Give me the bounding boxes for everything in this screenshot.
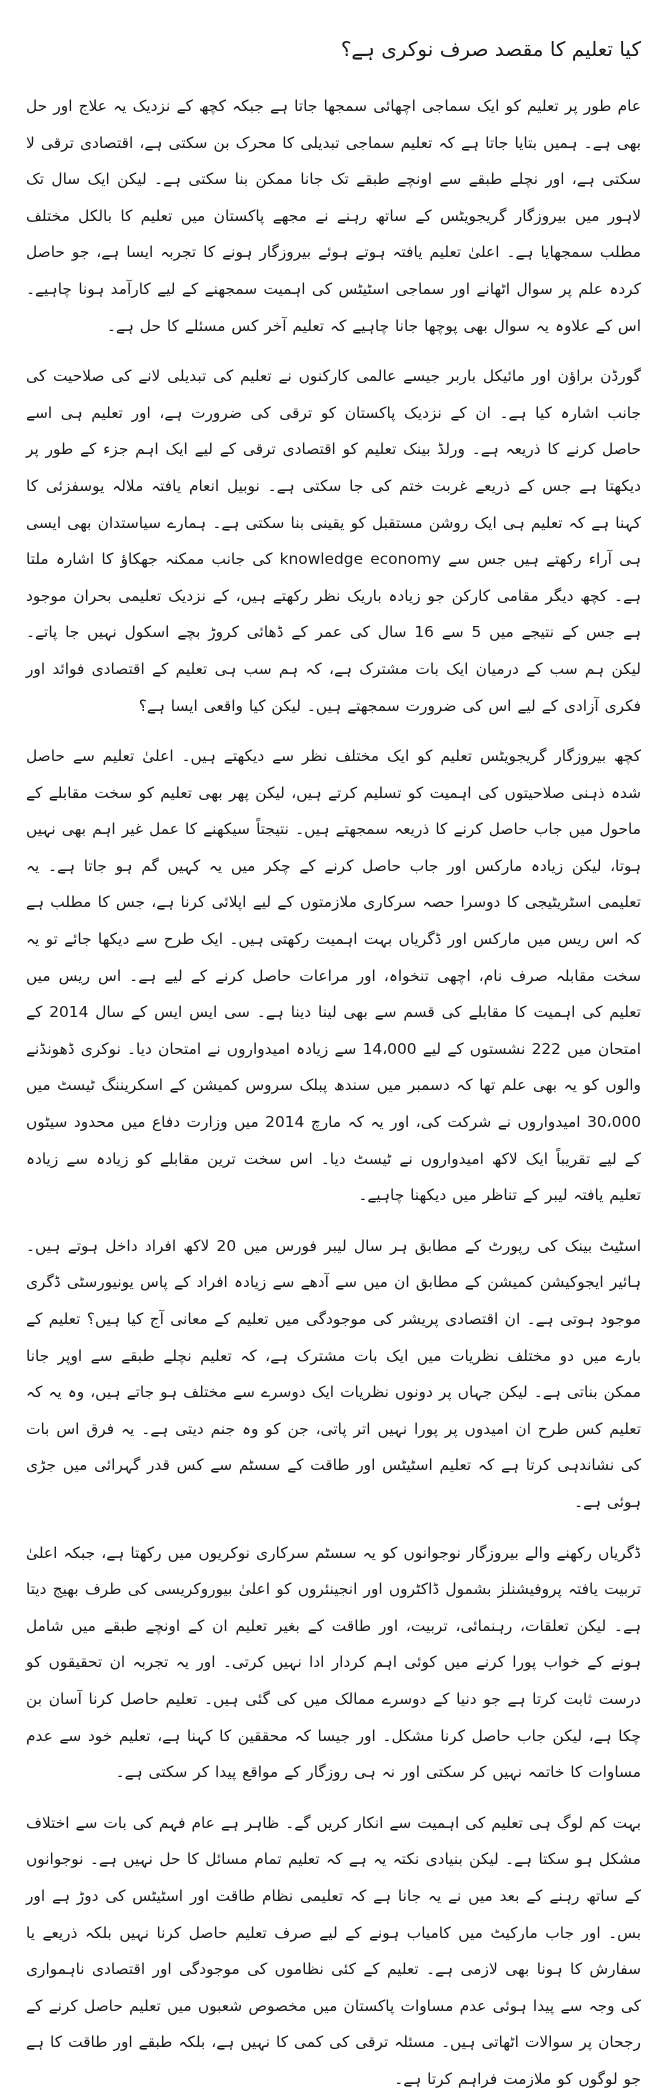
paragraph-6: بہت کم لوگ ہی تعلیم کی اہمیت سے انکار کریں گے۔ ظاہر ہے عام فہم کی بات سے اختلاف مشکل ہو سکتا ہے۔ لیکن بنیادی نکتہ یہ ہے کہ تعلیم تمام مسائل کا حل نہیں ہے۔ نوجوانوں کے ساتھ رہنے کے بعد میں نے یہ جانا ہے کہ تعلیمی نظام طاقت اور اسٹیٹس کی دوڑ ہے اور بس۔ اور جاب مارکیٹ میں کامیاب ہونے کے لیے صرف تعلیم حاصل کرنا نہیں بلکہ ذریعے یا سفارش کا ہونا بھی لازمی ہے۔ تعلیم کے کئی نظاموں کی موجودگی اور اقتصادی ناہمواری کی وجہ سے پیدا ہوئی عدم مساوات پاکستان میں مخصوص شعبوں میں تعلیم حاصل کرنے کے رجحان پر سوالات اٹھاتی ہیں۔ مسئلہ ترقی کی کمی کا نہیں ہے، بلکہ طبقے اور طاقت کا ہے جو لوگوں کو ملازمت فراہم کرتا ہے۔ <box>26 1813 641 2088</box>
paragraph-1: عام طور پر تعلیم کو ایک سماجی اچھائی سمجھا جاتا ہے جبکہ کچھ کے نزدیک یہ علاج اور حل بھی ہے۔ ہمیں بتایا جاتا ہے کہ تعلیم سماجی تبدیلی کا محرک بن سکتی ہے، اقتصادی ترقی لا سکتی ہے، اور نچلے طبقے سے اونچے طبقے تک جانا ممکن بنا سکتی ہے۔ لیکن ایک سال تک لاہور میں بیروزگار گریجویٹس کے ساتھ رہنے نے مجھے پاکستان میں تعلیم کا بالکل مختلف مطلب سمجھایا ہے۔ اعلیٰ تعلیم یافتہ ہوتے ہوئے بیروزگار ہونے کا تجربہ ایسا ہے، جو حاصل کردہ علم پر سوال اٹھانے اور سماجی اسٹیٹس کی اہمیت سمجھنے کے لیے کارآمد ہونا چاہیے۔ اس کے علاوہ یہ سوال بھی پوچھا جانا چاہیے کہ تعلیم آخر کس مسئلے کا حل ہے۔ <box>26 97 641 335</box>
paragraph-3: کچھ بیروزگار گریجویٹس تعلیم کو ایک مختلف نظر سے دیکھتے ہیں۔ اعلیٰ تعلیم سے حاصل شدہ ذہنی صلاحیتوں کی اہمیت کو تسلیم کرتے ہیں، لیکن پھر بھی تعلیم کو سخت مقابلے کے ماحول میں جاب حاصل کرنے کا ذریعہ سمجھتے ہیں۔ نتیجتاً سیکھنے کا عمل غیر اہم بھی نہیں ہوتا، لیکن زیادہ مارکس اور جاب حاصل کرنے کے چکر میں یہ کہیں گم ہو جاتا ہے۔ یہ تعلیمی اسٹریٹیجی کا دوسرا حصہ سرکاری ملازمتوں کے لیے اپلائی کرنا ہے، جس کا مطلب ہے کہ اس ریس میں مارکس اور ڈگریاں بہت اہمیت رکھتی ہیں۔ ایک طرح سے دیکھا جائے تو یہ سخت مقابلہ صرف نام، اچھی تنخواہ، اور مراعات حاصل کرنے کے لیے ہے۔ اس ریس میں تعلیم کی اہمیت کا مقابلے کی قسم سے بھی لینا دینا ہے۔ سی ایس ایس کے سال 2014 کے امتحان میں 222 نشستوں کے لیے 14،000 سے زیادہ امیدواروں نے امتحان دیا۔ نوکری ڈھونڈنے والوں کو یہ بھی علم تھا کہ دسمبر میں سندھ پبلک سروس کمیشن کے اسکریننگ ٹیسٹ میں 30،000 امیدواروں نے شرکت کی، اور یہ کہ مارچ 2014 میں وزارت دفاع میں محدود سیٹوں کے لیے تقریباً ایک لاکھ امیدواروں نے ٹیسٹ دیا۔ اس سخت ترین مقابلے کو زیادہ سے زیادہ تعلیم یافتہ لیبر کے تناظر میں دیکھنا چاہیے۔ <box>26 747 642 1205</box>
article-title: کیا تعلیم کا مقصد صرف نوکری ہے؟ <box>340 37 641 61</box>
paragraph-5: ڈگریاں رکھنے والے بیروزگار نوجوانوں کو یہ سسٹم سرکاری نوکریوں میں رکھتا ہے، جبکہ اعلیٰ تربیت یافتہ پروفیشنلز بشمول ڈاکٹروں اور انجینئروں کو اعلیٰ بیوروکریسی کی طرف بھیج دیتا ہے۔ لیکن تعلقات، رہنمائی، تربیت، اور طاقت کے بغیر تعلیم ان کے اونچے طبقے میں شامل ہونے کے خواب پورا کرنے میں کوئی اہم کردار ادا نہیں کرتی۔ اور یہ تجربہ ان تحقیقوں کو درست ثابت کرتا ہے جو دنیا کے دوسرے ممالک میں کی گئی ہیں۔ تعلیم حاصل کرنا آسان بن چکا ہے، لیکن جاب حاصل کرنا مشکل۔ اور جیسا کہ محققین کا کہنا ہے، تعلیم خود سے عدم مساوات کا خاتمہ نہیں کر سکتی اور نہ ہی روزگار کے مواقع پیدا کر سکتی ہے۔ <box>26 1543 641 1782</box>
paragraph-2: گورڈن براؤن اور مائیکل باربر جیسے عالمی کارکنوں نے تعلیم کی تبدیلی لانے کی صلاحیت کی جانب اشارہ کیا ہے۔ ان کے نزدیک پاکستان کو ترقی کی ضرورت ہے، اور تعلیم ہی اسے حاصل کرنے کا ذریعہ ہے۔ ورلڈ بینک تعلیم کو اقتصادی ترقی کے لیے ایک اہم جزء کے طور پر دیکھتا ہے جس کے ذریعے غربت ختم کی جا سکتی ہے۔ نوبیل انعام یافتہ ملالہ یوسفزئی کا کہنا ہے کہ تعلیم ہی ایک روشن مستقبل کو یقینی بنا سکتی ہے۔ ہمارے سیاستدان بھی ایسی ہی آراء رکھتے ہیں جس سے knowledge economy کی جانب ممکنہ جھکاؤ کا اشارہ ملتا ہے۔ کچھ دیگر مقامی کارکن جو زیادہ باریک نظر رکھتے ہیں، کے نزدیک تعلیمی بحران موجود ہے جس کے نتیجے میں 5 سے 16 سال کی عمر کے ڈھائی کروڑ بچے اسکول نہیں جا پاتے۔ لیکن ہم سب کے درمیان ایک بات مشترک ہے، کہ ہم سب ہی تعلیم کے اقتصادی فوائد اور فکری آزادی کے لیے اس کی ضرورت سمجھتے ہیں۔ لیکن کیا واقعی ایسا ہے؟ <box>26 367 641 715</box>
paragraph-4: اسٹیٹ بینک کی رپورٹ کے مطابق ہر سال لیبر فورس میں 20 لاکھ افراد داخل ہوتے ہیں۔ ہائیر ایجوکیشن کمیشن کے مطابق ان میں سے آدھے سے زیادہ افراد کے پاس یونیورسٹی ڈگری موجود ہوتی ہے۔ ان اقتصادی پریشر کی موجودگی میں تعلیم کے معانی آج کیا ہیں؟ تعلیم کے بارے میں دو مختلف نظریات میں ایک بات مشترک ہے، کہ تعلیم نچلے طبقے سے اوپر جانا ممکن بناتی ہے۔ لیکن جہاں پر دونوں نظریات ایک دوسرے سے مختلف ہو جاتے ہیں، وہ یہ کہ تعلیم کس طرح ان امیدوں پر پورا نہیں اتر پاتی، جن کو وہ جنم دیتی ہے۔ یہ فرق اس بات کی نشاندہی کرتا ہے کہ تعلیم اسٹیٹس اور طاقت کے سسٹم سے کس قدر گہرائی میں جڑی ہوئی ہے۔ <box>26 1236 641 1511</box>
